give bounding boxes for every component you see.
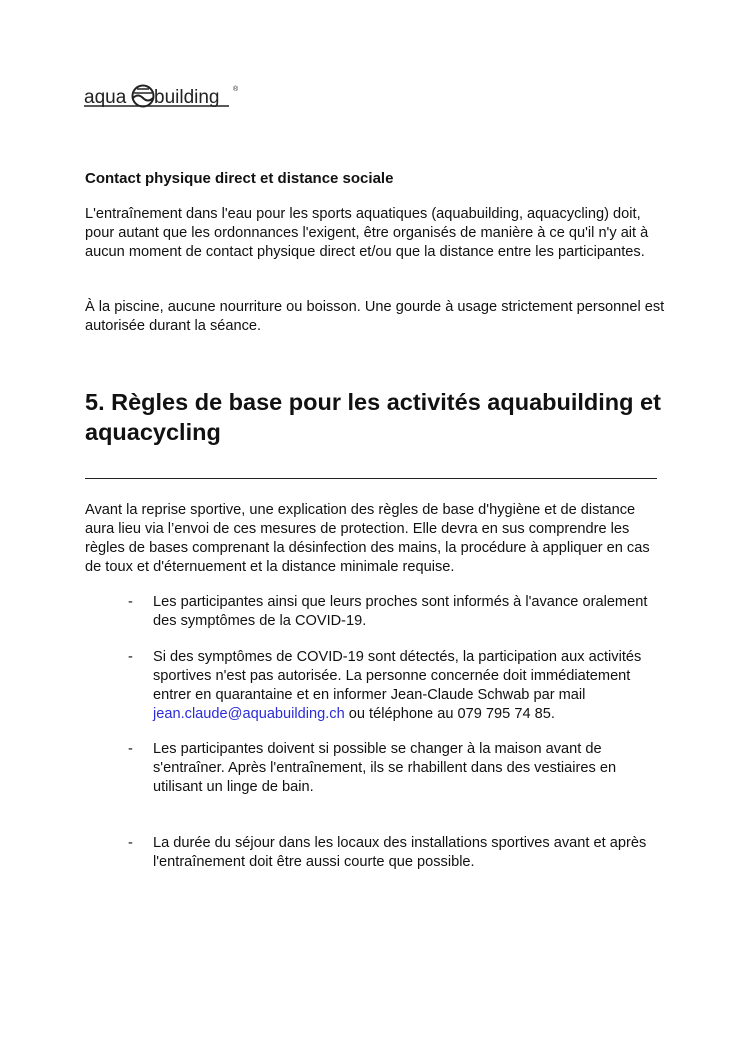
bullet-text-part: ou téléphone au 079 795 74 85.: [344, 706, 555, 722]
bullet-dash: -: [128, 741, 133, 757]
section-title-5: 5. Règles de base pour les activités aquabuilding et aquacycling: [85, 389, 661, 445]
logo-text-right: building: [154, 87, 220, 108]
bullet-text: Les participantes ainsi que leurs proches sont informés à l'avance oralement des symptômes de la COVID-19.: [153, 594, 648, 629]
logo-text-left: aqua: [84, 87, 127, 108]
bullet-text: Les participantes doivent si possible se changer à la maison avant de s'entraîner. Après l'entraînement, ils se rhabillent dans des vestiaires en utilisant un linge de bain.: [153, 741, 617, 795]
paragraph-contact-2: À la piscine, aucune nourriture ou boisson. Une gourde à usage strictement personnel est autorisée durant la séance.: [85, 299, 665, 334]
section-divider: [85, 478, 657, 479]
paragraph-intro: Avant la reprise sportive, une explication des règles de base d'hygiène et de distance aura lieu via l’envoi de ces mesures de protection. Elle devra en sus comprendre les règles de bases comprenant la désinfection des mains, la procédure à appliquer en cas de toux et d'éternuement et la distance minimale requise.: [85, 502, 650, 575]
logo-emblem-icon: [133, 86, 154, 107]
section-heading-contact: Contact physique direct et distance sociale: [85, 170, 394, 187]
paragraph-contact-1: L'entraînement dans l'eau pour les sports aquatiques (aquabuilding, aquacycling) doit, pour autant que les ordonnances l'exigent, être organisés de manière à ce qu'il n'y ait à aucun moment de contact physique direct et/ou que la distance entre les participantes.: [85, 206, 649, 260]
email-link[interactable]: jean.claude@aquabuilding.ch: [153, 706, 345, 722]
bullet-dash: -: [128, 649, 133, 665]
aquabuilding-logo: [84, 80, 244, 110]
logo-registered-mark: ®: [233, 86, 239, 93]
bullet-dash: -: [128, 835, 133, 851]
bullet-text: [153, 648, 668, 724]
bullet-dash: -: [128, 594, 133, 610]
bullet-text: La durée du séjour dans les locaux des installations sportives avant et après l'entraînement doit être aussi courte que possible.: [153, 835, 647, 870]
bullet-text-part: Si des symptômes de COVID-19 sont détectés, la participation aux activités sportives n'est pas autorisée. La personne concernée doit immédiatement entrer en quarantaine et en informer Jean-Claude Schwab par mail: [153, 649, 642, 703]
